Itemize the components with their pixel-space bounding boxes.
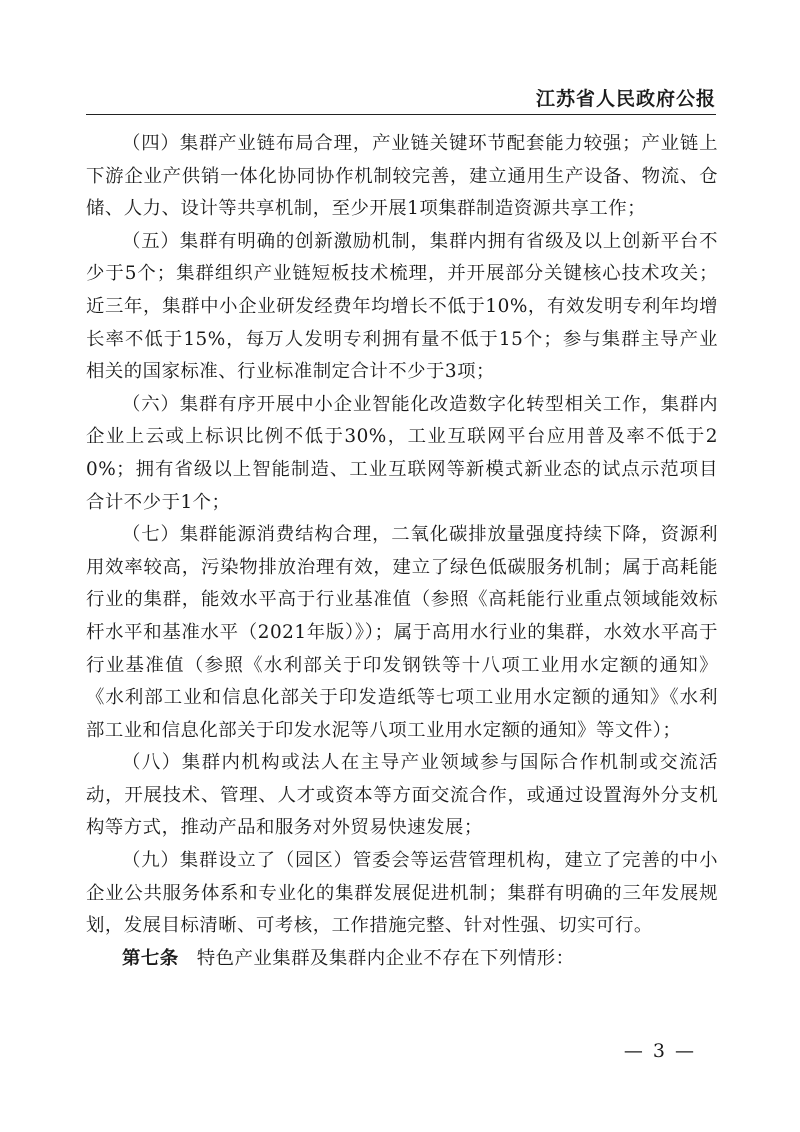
publication-title: 江苏省人民政府公报: [535, 88, 716, 110]
paragraph-8: （八）集群内机构或法人在主导产业领域参与国际合作机制或交流活动，开展技术、管理、人才或资本等方面交流合作，或通过设置海外分支机构等方式，推动产品和服务对外贸易快速发展；: [86, 752, 718, 839]
paragraph-7: （七）集群能源消费结构合理，二氧化碳排放量强度持续下降，资源利用效率较高，污染物排放治理有效，建立了绿色低碳服务机制；属于高耗能行业的集群，能效水平高于行业基准值（参照《高耗能行业重点领域能效标杆水平和基准水平（2021年版）》）；属于高用水行业的集群，水效水平高于行业基准值（参照《水利部关于印发钢铁等十八项工业用水定额的通知》《水利部工业和信息化部关于印发造纸等七项工业用水定额的通知》《水利部工业和信息化部关于印发水泥等八项工业用水定额的通知》等文件）；: [86, 524, 718, 741]
article-7: [86, 943, 718, 976]
paragraph-9: （九）集群设立了（园区）管委会等运营管理机构，建立了完善的中小企业公共服务体系和专业化的集群发展促进机制；集群有明确的三年发展规划，发展目标清晰、可考核，工作措施完整、针对性强、切实可行。: [86, 850, 718, 937]
document-body: [86, 128, 718, 975]
page-number: — 3 —: [623, 1040, 696, 1062]
paragraph-5: （五）集群有明确的创新激励机制，集群内拥有省级及以上创新平台不少于5个；集群组织产业链短板技术梳理，并开展部分关键核心技术攻关；近三年，集群中小企业研发经费年均增长不低于10%，有效发明专利年均增长率不低于15%，每万人发明专利拥有量不低于15个；参与集群主导产业相关的国家标准、行业标准制定合计不少于3项；: [86, 230, 718, 383]
paragraph-4: （四）集群产业链布局合理，产业链关键环节配套能力较强；产业链上下游企业产供销一体化协同协作机制较完善，建立通用生产设备、物流、仓储、人力、设计等共享机制，至少开展1项集群制造资源共享工作；: [86, 133, 718, 220]
paragraph-6: （六）集群有序开展中小企业智能化改造数字化转型相关工作，集群内企业上云或上标识比例不低于30%，工业互联网平台应用普及率不低于20%；拥有省级以上智能制造、工业互联网等新模式新业态的试点示范项目合计不少于1个；: [86, 393, 718, 513]
header-divider: [86, 114, 716, 115]
article-text: 特色产业集群及集群内企业不存在下列情形：: [196, 947, 575, 969]
article-number: 第七条: [122, 947, 179, 969]
